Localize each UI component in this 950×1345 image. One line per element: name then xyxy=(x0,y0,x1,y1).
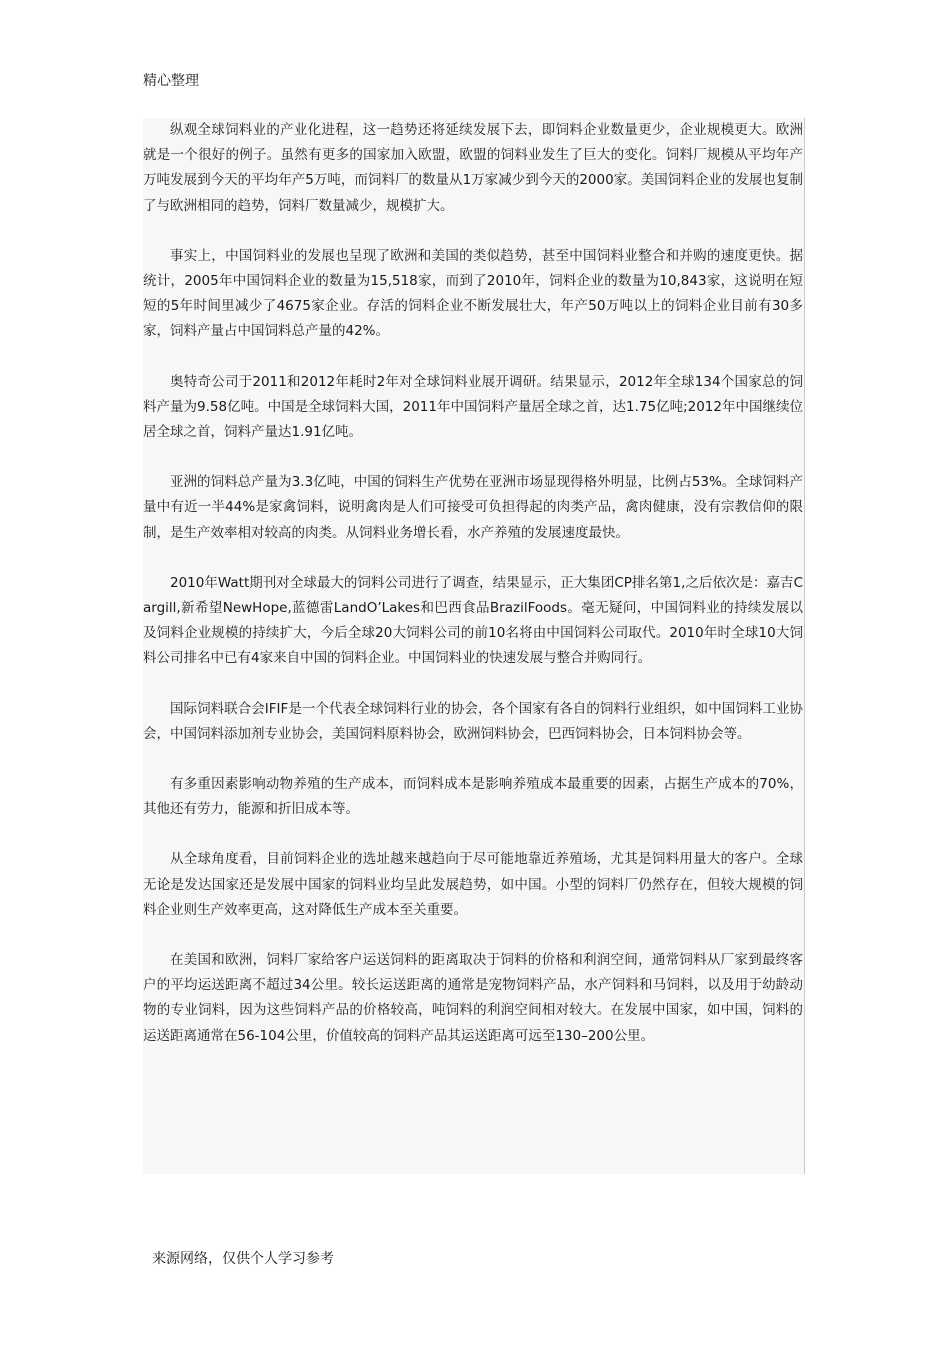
paragraph-site-selection: 从全球角度看，目前饲料企业的选址越来越趋向于尽可能地靠近养殖场，尤其是饲料用量大的客户。全球无论是发达国家还是发展中国家的饲料业均呈此发展趋势，如中国。小型的饲料厂仍然存在，但较大规模的饲料企业则生产效率更高，这对降低生产成本至关重要。 xyxy=(143,851,803,918)
document-body xyxy=(143,118,805,1174)
page-header: 精心整理 xyxy=(143,73,199,89)
page-footer: 来源网络，仅供个人学习参考 xyxy=(152,1251,334,1267)
paragraph-industrialization: 纵观全球饲料业的产业化进程，这一趋势还将延续发展下去，即饲料企业数量更少，企业规模更大。欧洲就是一个很好的例子。虽然有更多的国家加入欧盟，欧盟的饲料业发生了巨大的变化。饲料厂规模从平均年产万吨发展到今天的平均年产5万吨，而饲料厂的数量从1万家减少到今天的2000家。美国饲料企业的发展也复制了与欧洲相同的趋势，饲料厂数量减少，规模扩大。 xyxy=(143,122,803,214)
paragraph-production-cost: 有多重因素影响动物养殖的生产成本，而饲料成本是影响养殖成本最重要的因素，占据生产成本的70%，其他还有劳力，能源和折旧成本等。 xyxy=(143,776,803,818)
paragraph-china-trend: 事实上，中国饲料业的发展也呈现了欧洲和美国的类似趋势，甚至中国饲料业整合和并购的速度更快。据统计，2005年中国饲料企业的数量为15,518家，而到了2010年，饲料企业的数量为10,843家，这说明在短短的5年时间里减少了4675家企业。存活的饲料企业不断发展壮大，年产50万吨以上的饲料企业目前有30多家，饲料产量占中国饲料总产量的42%。 xyxy=(143,247,803,340)
paragraph-asia-output: 亚洲的饲料总产量为3.3亿吨，中国的饲料生产优势在亚洲市场显现得格外明显，比例占53%。全球饲料产量中有近一半44%是家禽饲料，说明禽肉是人们可接受可负担得起的肉类产品，禽肉健康，没有宗教信仰的限制，是生产效率相对较高的肉类。从饲料业务增长看，水产养殖的发展速度最快。 xyxy=(143,474,803,541)
paragraph-ifif: 国际饲料联合会IFIF是一个代表全球饲料行业的协会，各个国家有各自的饲料行业组织，如中国饲料工业协会，中国饲料添加剂专业协会，美国饲料原料协会，欧洲饲料协会，巴西饲料协会，日本饲料协会等。 xyxy=(143,700,803,742)
paragraph-transport-distance: 在美国和欧洲，饲料厂家给客户运送饲料的距离取决于饲料的价格和利润空间，通常饲料从厂家到最终客户的平均运送距离不超过34公里。较长运送距离的通常是宠物饲料产品，水产饲料和马饲料，以及用于幼龄动物的专业饲料，因为这些饲料产品的价格较高，吨饲料的利润空间相对较大。在发展中国家，如中国，饲料的运送距离通常在56-104公里，价值较高的饲料产品其运送距离可远至130–200公里。 xyxy=(143,952,803,1044)
paragraph-watt-ranking: 2010年Watt期刊对全球最大的饲料公司进行了调查，结果显示，正大集团CP排名第1,之后依次是：嘉吉Cargill,新希望NewHope,蓝德雷LandO’Lakes和巴西食品BrazilFoods。毫无疑问，中国饲料业的持续发展以及饲料企业规模的持续扩大，今后全球20大饲料公司的前10名将由中国饲料公司取代。2010年时全球10大饲料公司排名中已有4家来自中国的饲料企业。中国饲料业的快速发展与整合并购同行。 xyxy=(143,574,803,667)
paragraph-alltech-survey: 奥特奇公司于2011和2012年耗时2年对全球饲料业展开调研。结果显示，2012年全球134个国家总的饲料产量为9.58亿吨。中国是全球饲料大国，2011年中国饲料产量居全球之首，达1.75亿吨;2012年中国继续位居全球之首，饲料产量达1.91亿吨。 xyxy=(143,373,803,441)
